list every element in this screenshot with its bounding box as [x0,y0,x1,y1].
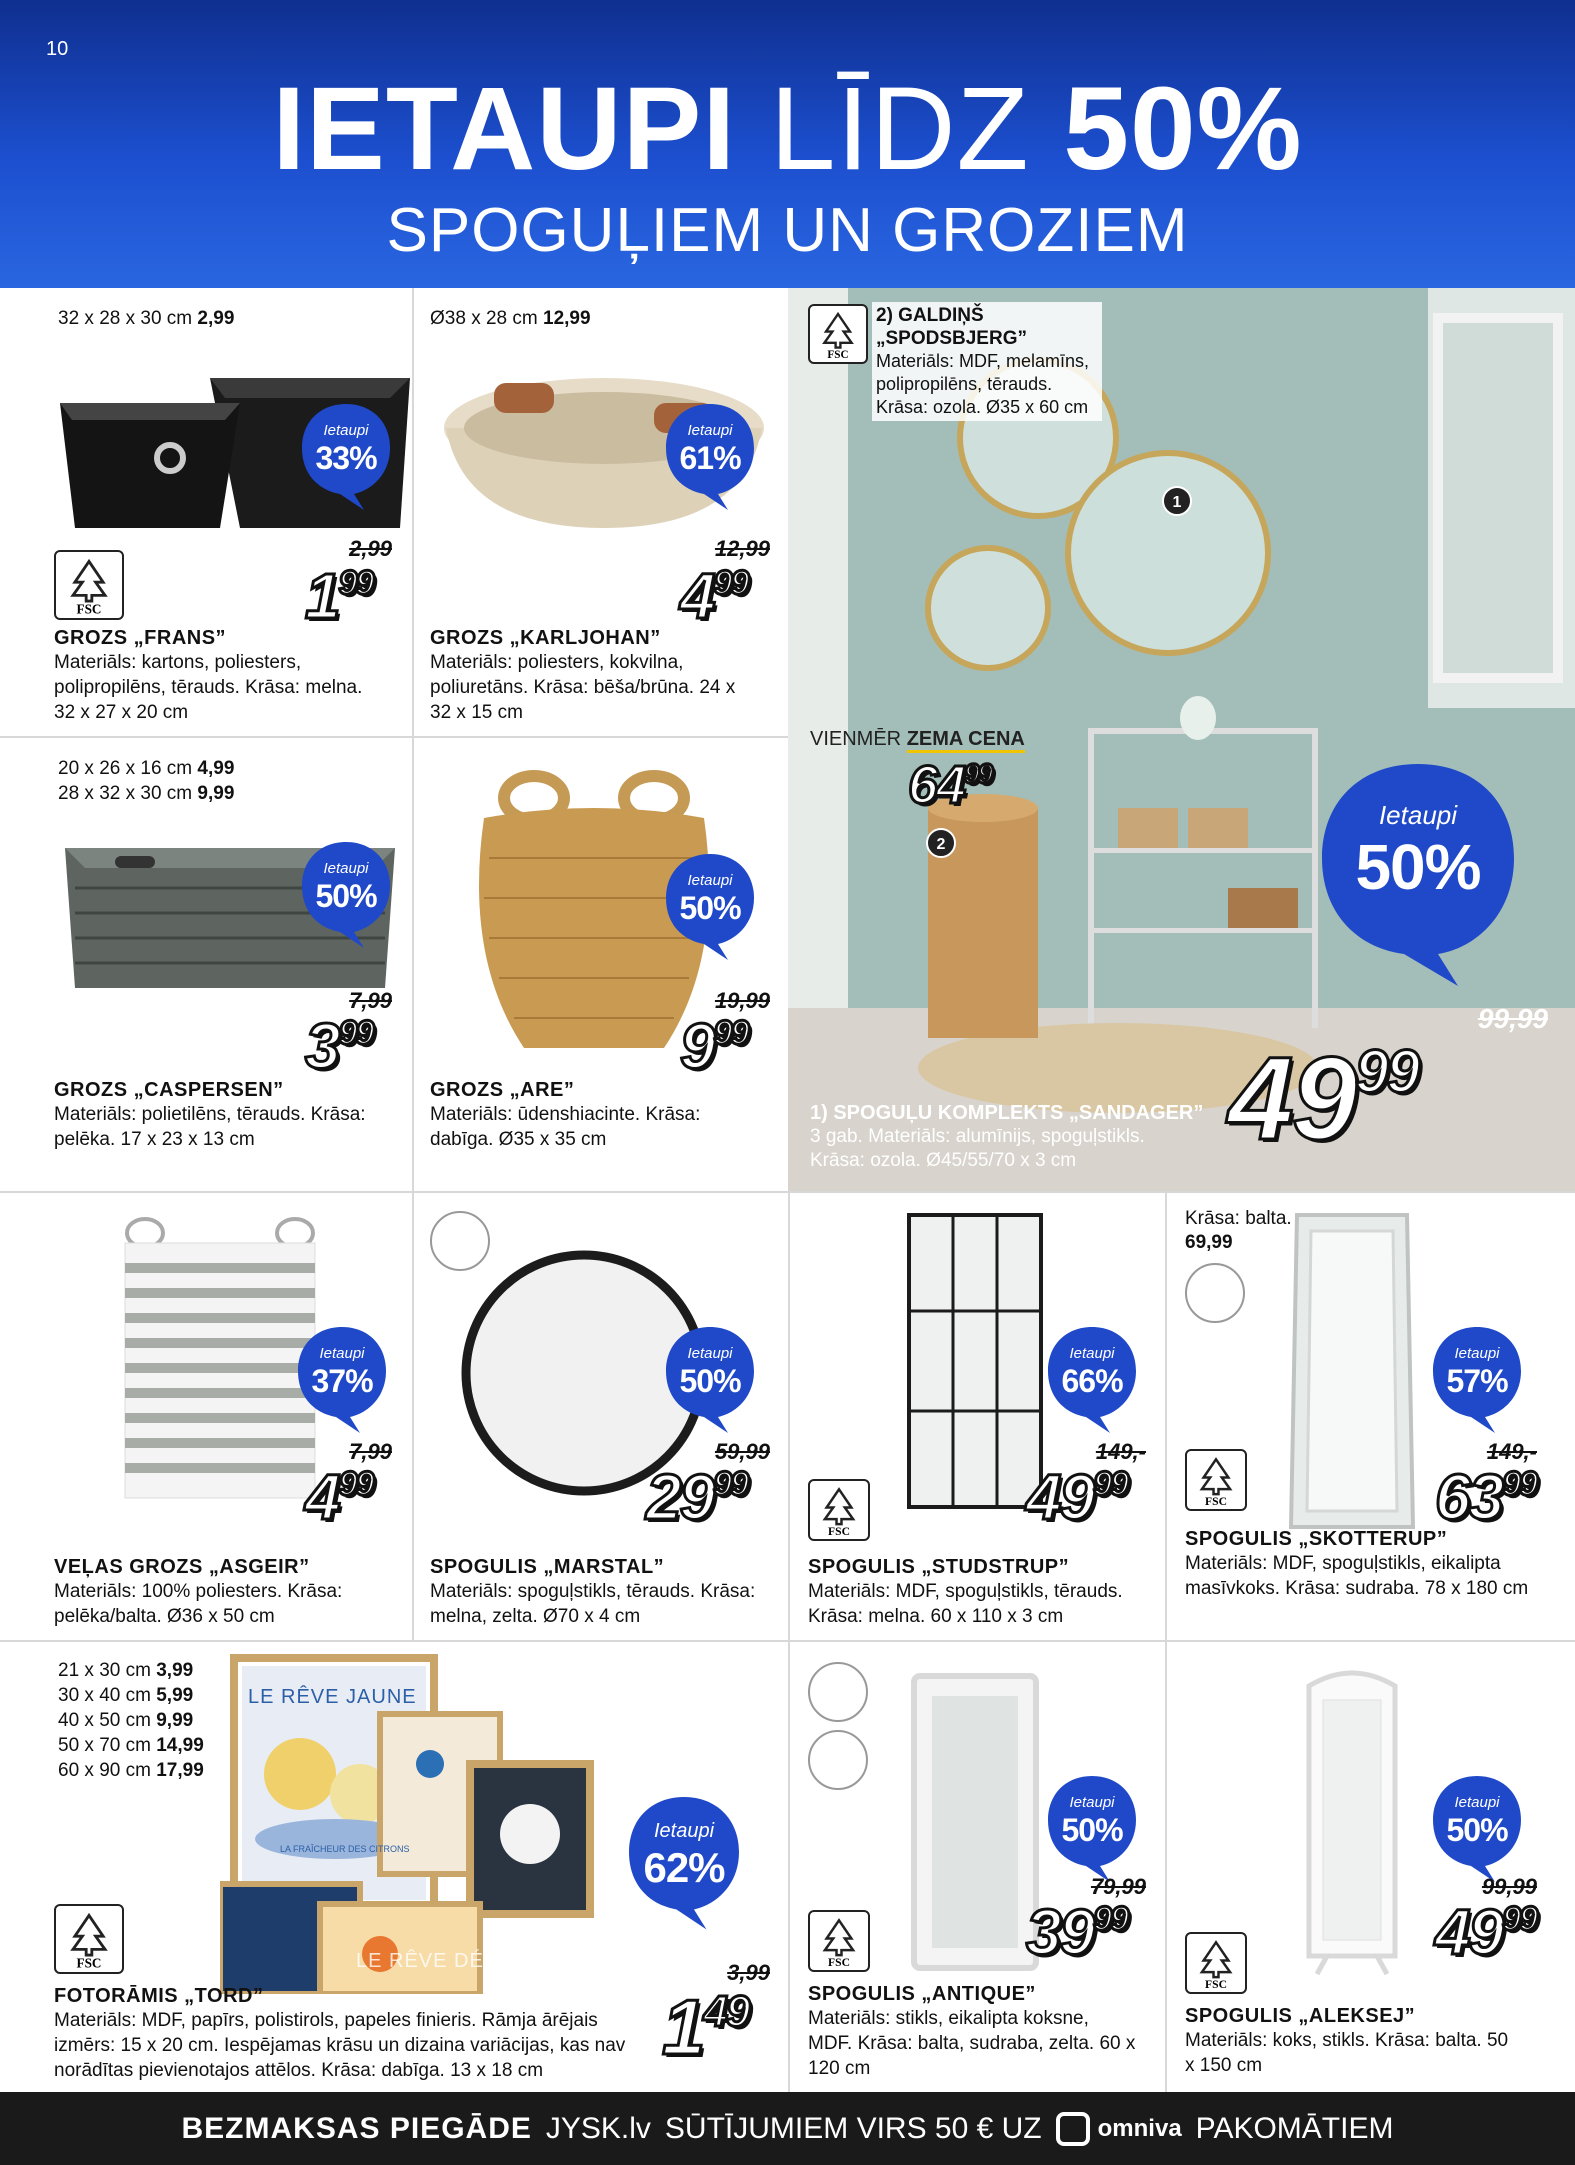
product-image-aleksej [1297,1666,1407,1976]
footer-parcel-lockers: PAKOMĀTIEM [1195,2111,1394,2145]
product-name: SPOGULIS „STUDSTRUP” [808,1556,1070,1578]
product-description: Materiāls: poliesters, kokvilna, poliuretāns. Krāsa: bēša/brūna. 24 x 32 x 15 cm [430,652,736,723]
product-image-asgeir [115,1213,325,1503]
discount-bubble: Ietaupi 66% [1046,1323,1138,1435]
page-number: 10 [46,38,69,60]
product-name: GROZS „FRANS” [54,627,227,649]
footer-free-delivery: BEZMAKSAS PIEGĀDE [181,2111,532,2145]
svg-text:FSC: FSC [76,1955,102,1971]
sale-price: $1^{49}$ [662,1983,749,2071]
footer-site-link[interactable]: JYSK.lv [545,2111,651,2145]
title-bold: IETAUPI [272,63,737,195]
sale-price: $49^{99}$ [1228,1033,1419,1165]
product-image-antique [910,1672,1040,1972]
old-price: 7,99 [349,988,392,1013]
sale-price: $3^{99}$ [305,1010,373,1082]
product-description: Materiāls: MDF, spoguļstikls, tērauds. Krāsa: melna. 60 x 110 x 3 cm [808,1581,1123,1627]
product-description: Materiāls: stikls, eikalipta koksne, MDF. Krāsa: balta, sudraba, zelta. 60 x 120 cm [808,2008,1136,2079]
old-price: 2,99 [349,536,392,561]
fsc-logo [54,550,124,620]
variant-color: Krāsa: balta. [1185,1208,1292,1229]
old-price: 149,- [1095,1439,1146,1464]
sale-price: $49^{99}$ [1435,1896,1537,1968]
size-list: 32 x 28 x 30 cm 2,99 [58,308,235,329]
old-price: 3,99 [727,1960,770,1985]
size-list: 20 x 26 x 16 cm 4,99 28 x 32 x 30 cm 9,99 [58,758,235,804]
fsc-logo [1185,1449,1247,1511]
product-card-karljohan[interactable] [414,288,788,736]
svg-text:FSC: FSC [1205,1977,1227,1991]
old-price: 79,99 [1090,1874,1146,1899]
old-price: 59,99 [714,1439,770,1464]
footer-condition: SŪTĪJUMIEM VIRS 50 € UZ [664,2111,1042,2145]
footer-banner [0,2092,1575,2165]
discount-bubble: Ietaupi 50% [664,850,756,962]
product-card-are[interactable] [414,738,788,1191]
discount-bubble: Ietaupi 61% [664,400,756,512]
old-price: 99,99 [1477,1003,1548,1034]
size-list: 21 x 30 cm 3,99 30 x 40 cm 5,99 40 x 50 cm 9,99 50 x 70 cm 14,99 60 x 90 cm 17,99 [58,1660,204,1781]
product-description: Materiāls: 100% poliesters. Krāsa: pelēka/balta. Ø36 x 50 cm [54,1581,343,1627]
old-price: 99,99 [1481,1874,1537,1899]
old-price: 12,99 [714,536,770,561]
discount-bubble: Ietaupi 50% [664,1323,756,1435]
product-card-marstal[interactable] [414,1193,788,1640]
product-card-aleksej[interactable] [1167,1642,1575,2092]
variant-thumbnail-1[interactable] [808,1662,868,1722]
old-price: 7,99 [349,1439,392,1464]
product-card-studstrup[interactable] [790,1193,1165,1640]
sale-price: $39^{99}$ [1026,1896,1128,1968]
svg-text:FSC: FSC [76,601,102,617]
product-card-skotterup[interactable] [1167,1193,1575,1640]
svg-text:FSC: FSC [1205,1494,1227,1508]
svg-text:FSC: FSC [827,349,849,361]
discount-bubble: Ietaupi 50% [300,838,392,950]
sale-price: $1^{99}$ [305,560,373,632]
variant-price: 69,99 [1185,1232,1233,1253]
fsc-logo [1185,1932,1247,1994]
svg-text:FSC: FSC [828,1955,850,1969]
product-description: Materiāls: MDF, melamīns, polipropilēns, tērauds. Krāsa: ozola. Ø35 x 60 cm [876,351,1090,417]
poster-caption: LE RÊVE DÉCOR [356,1950,532,1972]
product-card-frans[interactable] [0,288,412,736]
product-name: GROZS „KARLJOHAN” [430,627,661,649]
product-name: GROZS „CASPERSEN” [54,1079,284,1101]
old-price: 149,- [1486,1439,1537,1464]
product-name: FOTORĀMIS „TORD” [54,1985,264,2007]
discount-bubble: Ietaupi 50% [1318,758,1518,988]
hero-room-photo[interactable] [788,288,1575,1191]
product-card-tord[interactable] [0,1642,788,2092]
product-description: Materiāls: spoguļstikls, tērauds. Krāsa: melna, zelta. Ø70 x 4 cm [430,1581,756,1627]
product-name: SPOGULIS „MARSTAL” [430,1556,665,1578]
fsc-logo [808,304,868,364]
product-image-skotterup [1287,1211,1417,1531]
discount-bubble: Ietaupi 33% [300,400,392,512]
poster-title: LE RÊVE JAUNE [248,1686,417,1708]
product-name: SPOGULIS „SKOTTERUP” [1185,1528,1448,1550]
sale-price: $9^{99}$ [680,1010,748,1082]
product-description: 3 gab. Materiāls: alumīnijs, spoguļstikls. Krāsa: ozola. Ø45/55/70 x 3 cm [810,1126,1145,1171]
page-title [0,63,1575,195]
variant-info [1185,1207,1292,1255]
product-description: Materiāls: ūdenshiacinte. Krāsa: dabīga. Ø35 x 35 cm [430,1104,701,1150]
product-description: Materiāls: MDF, papīrs, polistirols, papeles finieris. Rāmja ārējais izmērs: 15 x 20 cm. Iespējamas krāsu un dizaina variācijas, kas nav norādītas pievienotajos attēlos. Krāsa: dabīga. 13 x 18 cm [54,2010,626,2081]
product-card-caspersen[interactable] [0,738,412,1191]
table-info-box [872,302,1102,421]
sale-price: $4^{99}$ [680,560,748,632]
discount-bubble: Ietaupi 37% [296,1323,388,1435]
product-name: GROZS „ARE” [430,1079,575,1101]
sale-price: $29^{99}$ [646,1461,748,1533]
omniva-icon [1056,2112,1090,2146]
poster-subtitle: LA FRAÎCHEUR DES CITRONS [280,1844,410,1854]
old-price: 19,99 [714,988,770,1013]
product-name: SPOGULIS „ANTIQUE” [808,1983,1036,2005]
title-light: LĪDZ [769,63,1030,195]
marker-1: 1 [1162,486,1192,516]
sale-price: $4^{99}$ [305,1461,373,1533]
fsc-logo [54,1904,124,1974]
product-name: 2) GALDIŅŠ „SPODSBJERG” [876,305,1027,349]
title-percent: 50% [1063,63,1303,195]
product-name: SPOGULIS „ALEKSEJ” [1185,2005,1416,2027]
variant-thumbnail-2[interactable] [808,1730,868,1790]
sale-price: $49^{99}$ [1026,1461,1128,1533]
product-card-asgeir[interactable] [0,1193,412,1640]
discount-bubble: Ietaupi 50% [1046,1772,1138,1884]
discount-bubble: Ietaupi 50% [1431,1772,1523,1884]
fsc-logo [808,1910,870,1972]
always-low-price-tag: VIENMĒR ZEMA CENA [810,728,1025,751]
product-card-antique[interactable] [790,1642,1165,2092]
sale-price: $63^{99}$ [1435,1461,1537,1533]
product-description: Materiāls: kartons, poliesters, polipropilēns, tērauds. Krāsa: melna. 32 x 27 x 20 cm [54,652,363,723]
product-image-studstrup [905,1211,1045,1511]
variant-thumbnail[interactable] [1185,1263,1245,1323]
discount-bubble: Ietaupi 57% [1431,1323,1523,1435]
marker-2: 2 [926,828,956,858]
product-description: Materiāls: koks, stikls. Krāsa: balta. 50 x 150 cm [1185,2030,1509,2076]
product-description: Materiāls: MDF, spoguļstikls, eikalipta masīvkoks. Krāsa: sudraba. 78 x 180 cm [1185,1553,1529,1599]
product-name: VEĻAS GROZS „ASGEIR” [54,1556,310,1578]
omniva-logo: omniva [1056,2112,1182,2146]
size-list: Ø38 x 28 cm 12,99 [430,308,591,329]
discount-bubble: Ietaupi 62% [624,1792,744,1932]
product-name: 1) SPOGUĻU KOMPLEKTS „SANDAGER” [810,1102,1204,1124]
fsc-logo [808,1479,870,1541]
table-price: $64^{99}$ [908,755,992,815]
svg-text:FSC: FSC [828,1524,850,1538]
page-header [0,0,1575,288]
product-description: Materiāls: polietilēns, tērauds. Krāsa: pelēka. 17 x 23 x 13 cm [54,1104,366,1150]
page-subtitle: SPOGUĻIEM UN GROZIEM [386,196,1189,265]
mirror-set-info [810,1101,1203,1173]
